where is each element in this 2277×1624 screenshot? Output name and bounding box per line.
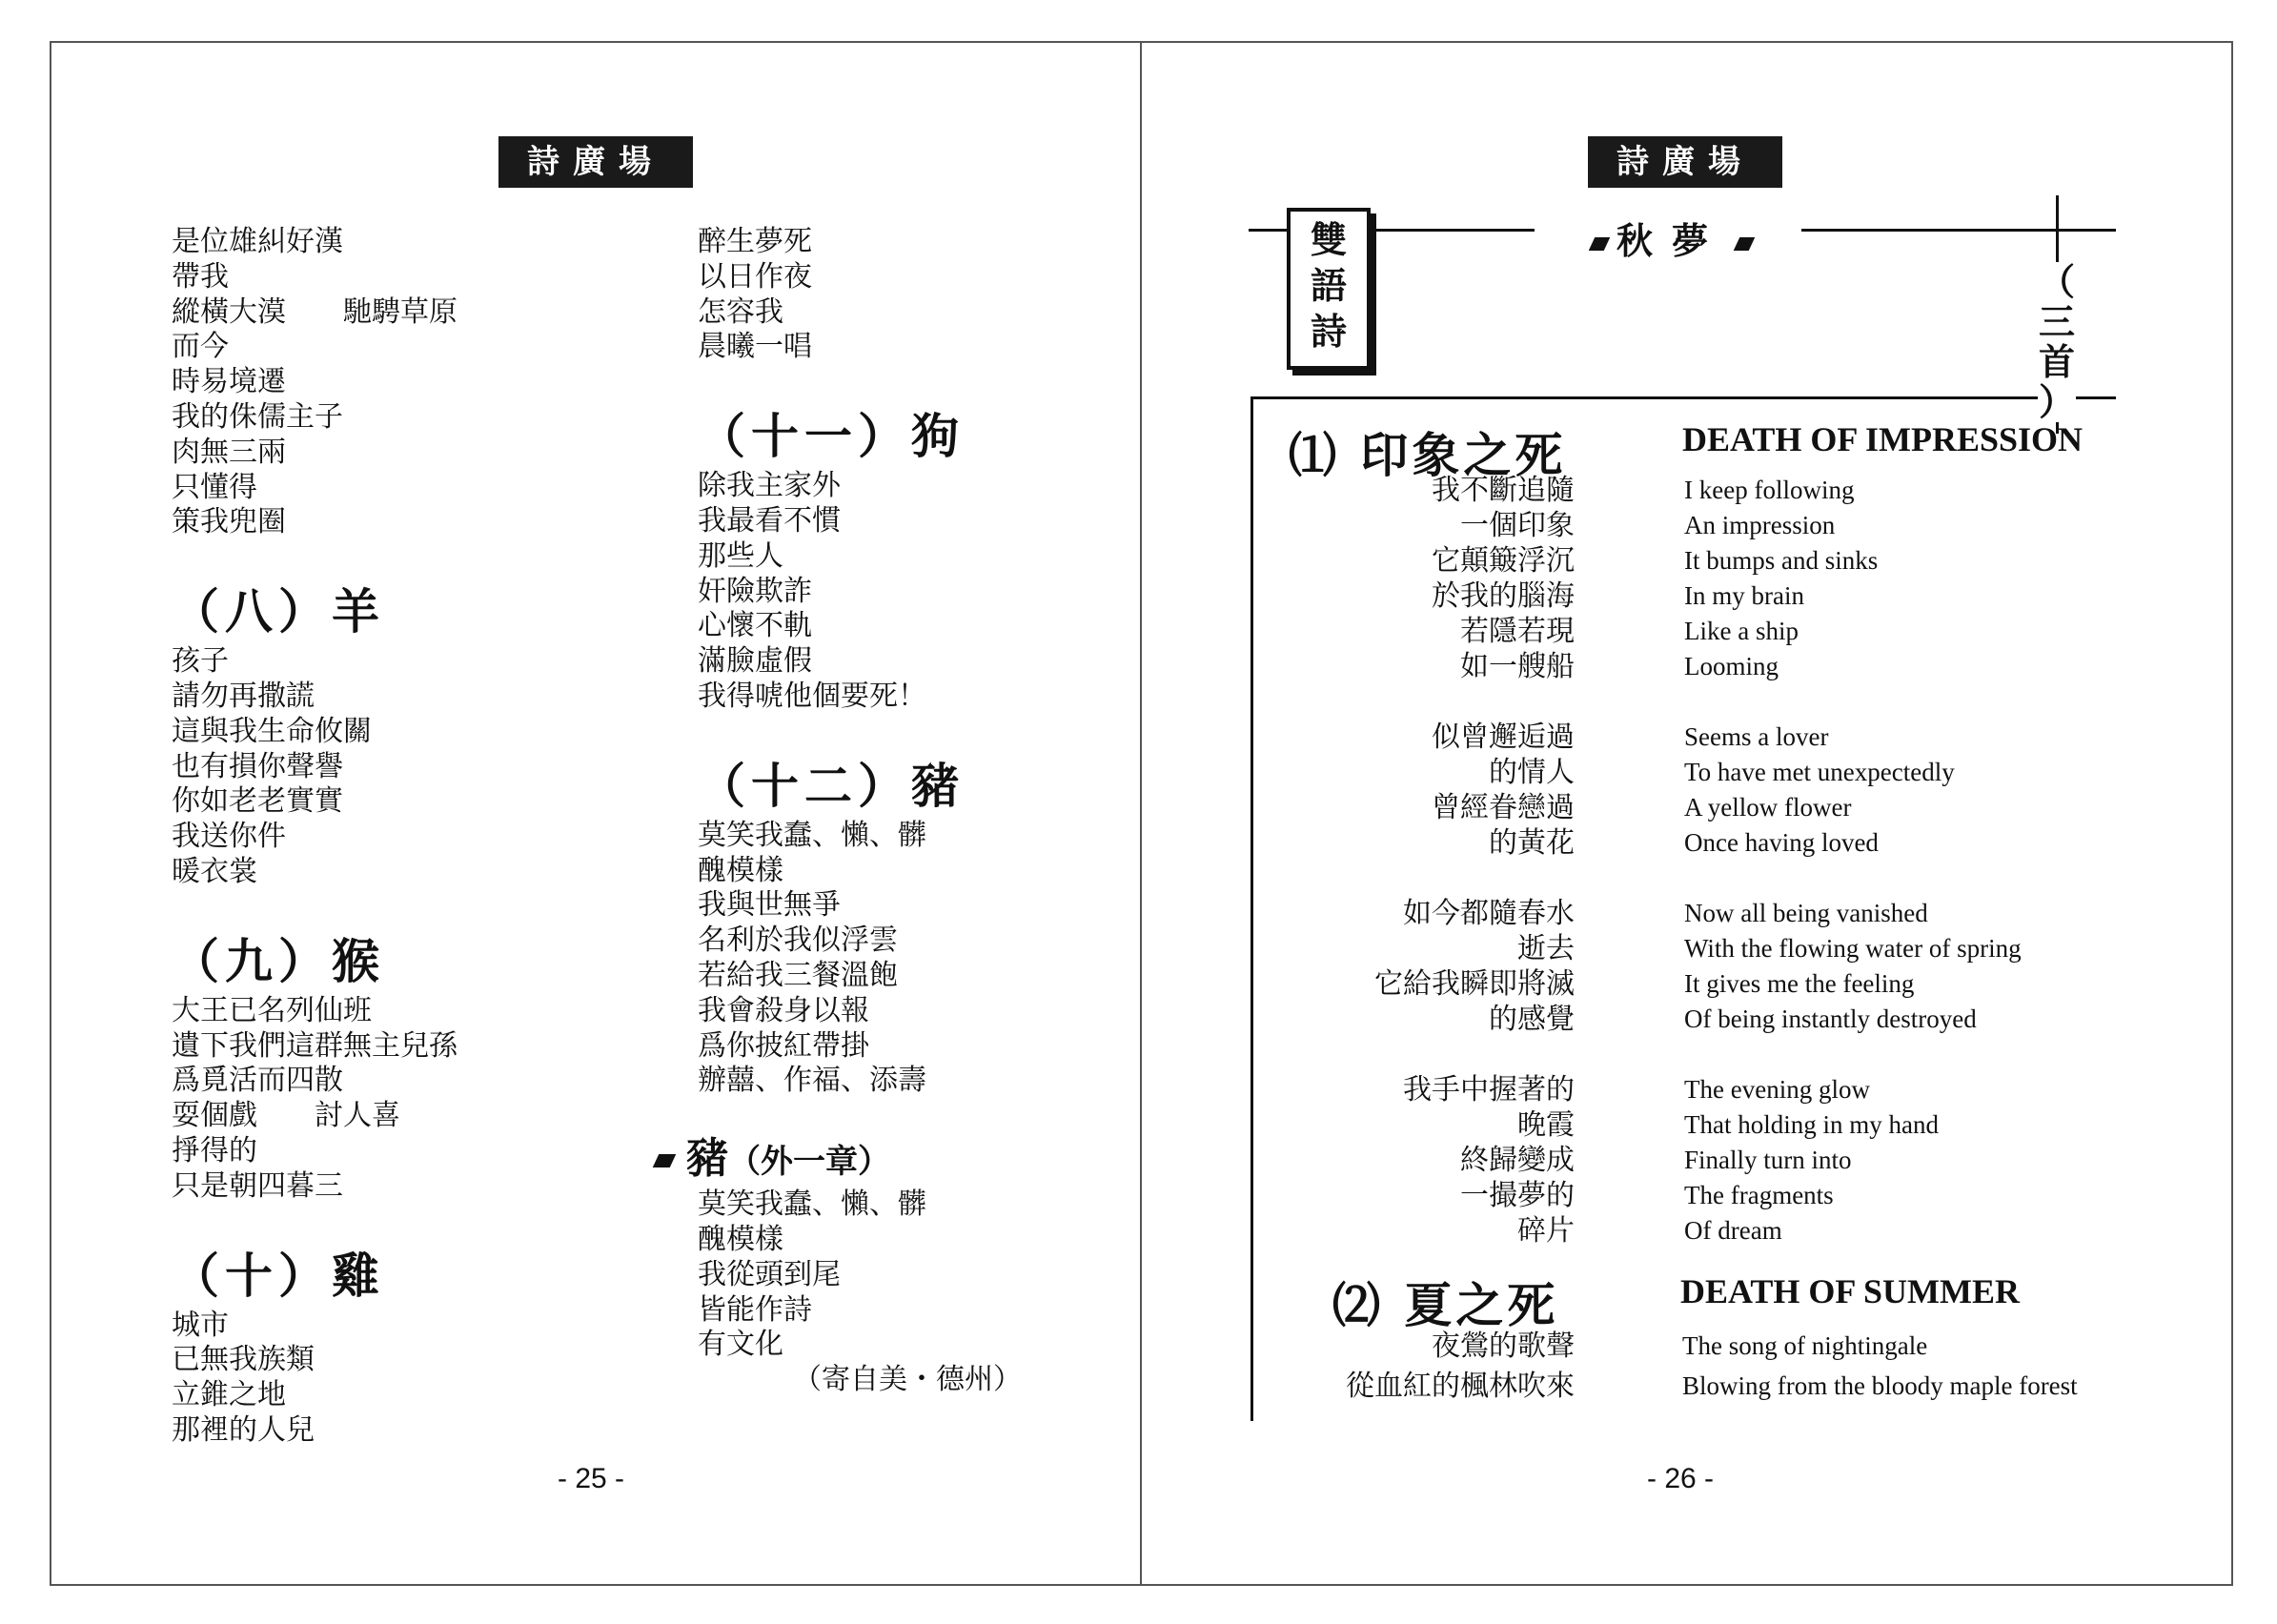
poem-line: 而今 <box>172 330 229 364</box>
count-char: （ <box>2038 261 2075 303</box>
poem-line: 它給我瞬即將滅 <box>1374 967 1575 1001</box>
section-top-rule <box>1250 396 2116 399</box>
category-box <box>1287 208 1371 370</box>
section-title: （十二）豬 <box>698 758 965 814</box>
stanza-gap <box>172 540 457 572</box>
poem-line: 皆能作詩 <box>698 1292 812 1327</box>
poem-line: 遺下我們這群無主兒孫 <box>172 1028 457 1063</box>
poem1-en-lines <box>1684 473 2142 1254</box>
poem-line: Once having loved <box>1684 828 1879 857</box>
poem-line: 立錐之地 <box>172 1378 286 1412</box>
poem-line: 的感覺 <box>1489 1003 1575 1036</box>
poem-line: 暖衣裳 <box>172 854 257 888</box>
section-title: （八）羊 <box>172 584 385 640</box>
section-left-rule <box>1250 396 1253 1421</box>
poem1-zh-lines <box>1287 473 1575 1254</box>
count-char: ） <box>2038 381 2075 423</box>
poem-line: 它顛簸浮沉 <box>1432 544 1575 578</box>
section-title: （九）猴 <box>172 933 385 989</box>
poem-line: 滿臉虛假 <box>698 644 812 679</box>
poem-line: 從血紅的楓林吹來 <box>1346 1370 1575 1403</box>
poem-line: 只是朝四暮三 <box>172 1168 343 1203</box>
left-column-1 <box>172 225 457 1449</box>
poem-line: 只懂得 <box>172 470 257 504</box>
poem-line: 醉生夢死 <box>698 225 812 258</box>
poem-line: The song of nightingale <box>1682 1331 1928 1360</box>
poem-line: To have met unexpectedly <box>1684 758 1955 786</box>
poem-line: 耍個戲 討人喜 <box>172 1099 400 1133</box>
stanza-gap <box>698 365 1022 396</box>
poem-line: 孩子 <box>172 644 229 679</box>
extra-title-main: 豬 <box>686 1134 728 1184</box>
poem-line: 怎容我 <box>698 294 783 329</box>
poem-line: Of dream <box>1684 1216 1782 1245</box>
poem-line: 以日作夜 <box>698 259 812 294</box>
poem-line: 我送你件 <box>172 820 286 854</box>
poem-line: 那些人 <box>698 538 783 573</box>
poem-line: 奸險欺詐 <box>698 574 812 608</box>
poem-line: 辦囍、作福、添壽 <box>698 1064 926 1098</box>
poem2-title-zh: ⑵ 夏之死 <box>1332 1278 1559 1333</box>
title-mark-left <box>1589 237 1611 251</box>
poem-line: 我會殺身以報 <box>698 993 869 1027</box>
decor-cross <box>2030 229 2083 232</box>
poem-line: 除我主家外 <box>698 469 841 503</box>
poem-line: 的情人 <box>1489 756 1575 789</box>
poem-line: 我得唬他個要死！ <box>698 679 926 713</box>
poem-line: 於我的腦海 <box>1432 579 1575 613</box>
extra-title-sub: （外一章） <box>728 1143 890 1182</box>
poem1-title-en: DEATH OF IMPRESSION <box>1682 420 2084 458</box>
poem1-title-zh: ⑴ 印象之死 <box>1289 428 1567 483</box>
right-page-number: - 26 - <box>1647 1463 1715 1494</box>
left-column-2 <box>686 225 1022 1398</box>
poem-line: Finally turn into <box>1684 1146 1852 1174</box>
poem-line: 若隱若現 <box>1460 615 1575 648</box>
poem-line: 我與世無爭 <box>698 888 841 923</box>
count-char: 三 <box>2038 301 2075 343</box>
poem-line: 是位雄糾好漢 <box>172 225 343 258</box>
poem-line: 我最看不慣 <box>698 503 841 538</box>
poem-line: An impression <box>1684 511 1836 539</box>
signature: （寄自美・德州） <box>793 1363 1022 1397</box>
poem-line: 一撮夢的 <box>1460 1179 1575 1212</box>
poem2-title-en: DEATH OF SUMMER <box>1680 1272 2020 1310</box>
poem-line: 我的侏儒主子 <box>172 399 343 434</box>
section-title: （十一）狗 <box>698 409 965 465</box>
stanza-gap <box>698 1099 1022 1130</box>
poem-line: Like a ship <box>1684 617 1799 645</box>
count-char: 首 <box>2038 341 2075 383</box>
poem-line: 若給我三餐溫飽 <box>698 958 898 992</box>
category-char: 詩 <box>1310 311 1347 353</box>
poem-line: It gives me the feeling <box>1684 969 1915 998</box>
poem-line: 請勿再撒謊 <box>172 679 315 713</box>
poem-line: 醜模樣 <box>698 853 783 887</box>
poem-line: 我手中握著的 <box>1403 1073 1575 1106</box>
poem-line: The fragments <box>1684 1181 1834 1209</box>
poem-line: That holding in my hand <box>1684 1110 1939 1139</box>
poem-count-label <box>2038 262 2076 422</box>
poem-line: 碎片 <box>1517 1214 1575 1248</box>
left-page-number: - 25 - <box>558 1463 625 1494</box>
poem-line: In my brain <box>1684 581 1804 610</box>
poem-line: Looming <box>1684 652 1779 680</box>
poem-line: 爲你披紅帶掛 <box>698 1028 869 1063</box>
section-title: （十）雞 <box>172 1248 385 1304</box>
poem-line: Seems a lover <box>1684 722 1829 751</box>
poem2-zh-lines <box>1287 1329 1575 1414</box>
title-mark <box>653 1154 677 1167</box>
stanza-gap <box>172 1205 457 1236</box>
title-mark-right <box>1734 237 1756 251</box>
poem-line: 晨曦一唱 <box>698 330 812 364</box>
poem-line: 名利於我似浮雲 <box>698 924 898 958</box>
poem-line: 夜鶯的歌聲 <box>1432 1330 1575 1363</box>
poem-line: 我從頭到尾 <box>698 1257 841 1291</box>
extra-chapter-title <box>656 1130 1022 1188</box>
poem-line: 掙得的 <box>172 1133 257 1167</box>
series-title: 秋夢 <box>1582 212 1761 264</box>
poem-line: A yellow flower <box>1684 793 1852 822</box>
poem-line: 逝去 <box>1517 932 1575 965</box>
poem-line: 一個印象 <box>1460 509 1575 542</box>
poem2-en-lines <box>1682 1329 2159 1414</box>
poem-line: 有文化 <box>698 1328 783 1362</box>
poem-line: 大王已名列仙班 <box>172 993 372 1027</box>
poem-line: 縱橫大漠 馳騁草原 <box>172 294 457 329</box>
poem-line: 晚霞 <box>1517 1108 1575 1142</box>
poem-line: I keep following <box>1684 476 1855 504</box>
poem-line: 似曾邂逅過 <box>1432 721 1575 754</box>
poem-line: Now all being vanished <box>1684 899 1928 927</box>
category-char: 雙 <box>1310 219 1347 261</box>
poem-line: 莫笑我蠢、懶、髒 <box>698 818 926 852</box>
poem-line: 城市 <box>172 1308 229 1342</box>
poem-line: 莫笑我蠢、懶、髒 <box>698 1188 926 1222</box>
poem-line: Blowing from the bloody maple forest <box>1682 1371 2078 1400</box>
poem-line: Of being instantly destroyed <box>1684 1005 1977 1033</box>
right-page-header: 詩廣場 <box>1588 136 1782 188</box>
poem-line: 醜模樣 <box>698 1222 783 1256</box>
poem-line: 心懷不軌 <box>698 609 812 643</box>
stanza-gap <box>172 890 457 922</box>
poem-line: The evening glow <box>1684 1075 1870 1104</box>
poem-line: 肉無三兩 <box>172 435 286 469</box>
category-char: 語 <box>1310 265 1347 307</box>
poem-line: With the flowing water of spring <box>1684 934 2022 963</box>
poem-line: 你如老老實實 <box>172 784 343 819</box>
poem-line: 這與我生命攸關 <box>172 714 372 748</box>
poem-line: 爲覓活而四散 <box>172 1064 343 1098</box>
poem-line: 曾經眷戀過 <box>1432 791 1575 824</box>
poem-line: 那裡的人兒 <box>172 1412 315 1447</box>
poem-line: 策我兜圈 <box>172 505 286 539</box>
poem-line: 終歸變成 <box>1460 1144 1575 1177</box>
stanza-gap <box>698 715 1022 746</box>
poem-line: 的黃花 <box>1489 826 1575 860</box>
poem-line: 我不斷追隨 <box>1432 474 1575 507</box>
poem-line: It bumps and sinks <box>1684 546 1879 575</box>
left-page-header: 詩廣場 <box>498 136 693 188</box>
poem-line: 已無我族類 <box>172 1343 315 1377</box>
poem-line: 帶我 <box>172 259 229 294</box>
poem-line: 也有損你聲譽 <box>172 749 343 783</box>
poem-line: 如一艘船 <box>1460 650 1575 683</box>
poem-line: 時易境遷 <box>172 365 286 399</box>
poem-line: 如今都隨春水 <box>1403 897 1575 930</box>
